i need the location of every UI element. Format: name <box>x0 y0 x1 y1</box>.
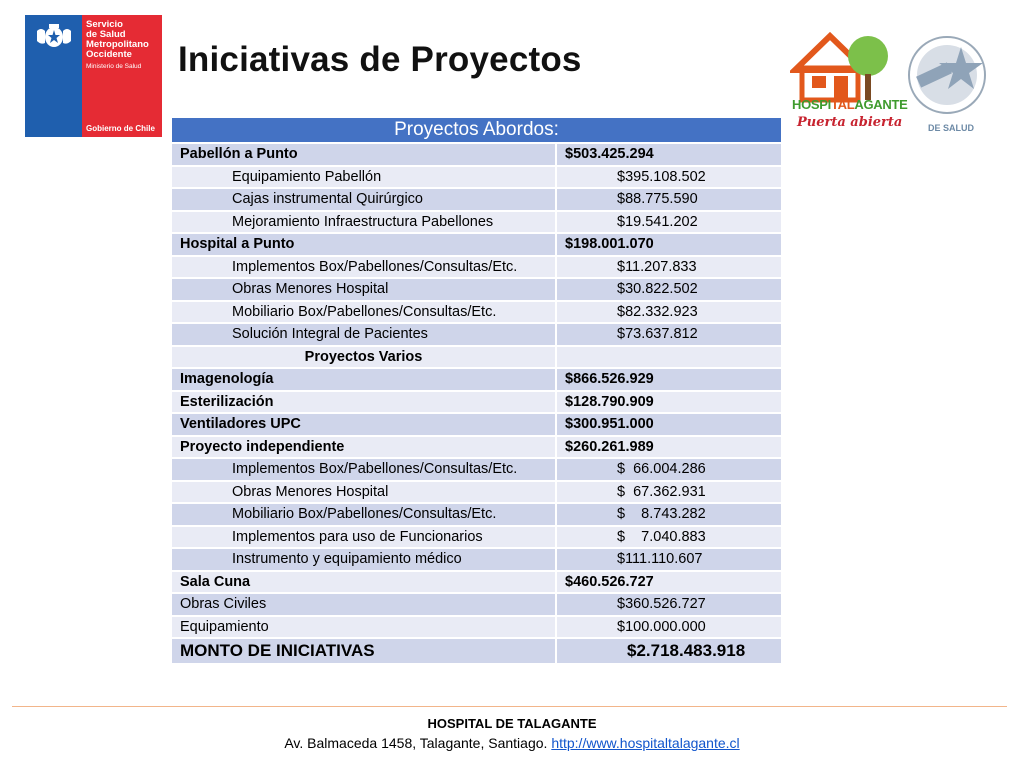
row-value: $128.790.909 <box>556 391 781 414</box>
hospital-logo-slogan: Puerta abierta <box>797 115 903 130</box>
logo-service-line2: de Salud <box>86 29 126 40</box>
logo-service-line3: Metropolitano <box>86 39 149 50</box>
row-label: Equipamiento <box>172 616 556 639</box>
table-row <box>172 346 781 369</box>
table-row <box>172 233 781 256</box>
logo-blue-panel <box>25 15 82 137</box>
table-row <box>172 211 781 234</box>
row-value: $866.526.929 <box>556 368 781 391</box>
table-row <box>172 436 781 459</box>
table-row <box>172 166 781 189</box>
row-value: $198.001.070 <box>556 233 781 256</box>
table-row <box>172 323 781 346</box>
logo-ministry: Ministerio de Salud <box>86 63 142 70</box>
row-value: $ 66.004.286 <box>556 458 781 481</box>
row-value: $30.822.502 <box>556 278 781 301</box>
total-row <box>172 638 781 664</box>
projects-table <box>172 118 781 665</box>
row-label: Proyectos Varios <box>172 346 556 369</box>
coat-of-arms-icon <box>33 21 75 51</box>
row-label: Implementos Box/Pabellones/Consultas/Etc. <box>172 256 556 279</box>
row-value: $19.541.202 <box>556 211 781 234</box>
table-row <box>172 413 781 436</box>
table-row <box>172 481 781 504</box>
logo-gobierno: Gobierno de Chile <box>86 124 155 133</box>
row-value: $82.332.923 <box>556 301 781 324</box>
row-value: $ 67.362.931 <box>556 481 781 504</box>
row-label: Sala Cuna <box>172 571 556 594</box>
row-value: $503.425.294 <box>556 143 781 166</box>
table-row <box>172 188 781 211</box>
table-header-row <box>172 118 781 143</box>
table-row <box>172 548 781 571</box>
table-row <box>172 278 781 301</box>
row-label: Mobiliario Box/Pabellones/Consultas/Etc. <box>172 301 556 324</box>
total-label: MONTO DE INICIATIVAS <box>172 638 556 664</box>
table-row <box>172 571 781 594</box>
row-value: $88.775.590 <box>556 188 781 211</box>
logo-service-line1: Servicio <box>86 19 123 30</box>
row-value <box>556 346 781 369</box>
row-label: Mobiliario Box/Pabellones/Consultas/Etc. <box>172 503 556 526</box>
hospital-logo-name: HOSPITALAGANTE <box>792 97 908 112</box>
logo-service-line4: Occidente <box>86 49 132 60</box>
row-value: $ 7.040.883 <box>556 526 781 549</box>
row-label: Solución Integral de Pacientes <box>172 323 556 346</box>
accreditation-seal-icon <box>903 33 995 135</box>
table-row <box>172 301 781 324</box>
government-logo <box>25 15 162 137</box>
row-label: Implementos Box/Pabellones/Consultas/Etc. <box>172 458 556 481</box>
row-label: Hospital a Punto <box>172 233 556 256</box>
total-value: $2.718.483.918 <box>556 638 781 664</box>
svg-text:DE SALUD: DE SALUD <box>927 123 975 133</box>
row-value: $111.110.607 <box>556 548 781 571</box>
table-row <box>172 391 781 414</box>
row-label: Pabellón a Punto <box>172 143 556 166</box>
table-row <box>172 503 781 526</box>
table-header: Proyectos Abordos: <box>172 118 781 143</box>
row-label: Mejoramiento Infraestructura Pabellones <box>172 211 556 234</box>
row-value: $73.637.812 <box>556 323 781 346</box>
row-label: Implementos para uso de Funcionarios <box>172 526 556 549</box>
table-row <box>172 593 781 616</box>
row-label: Esterilización <box>172 391 556 414</box>
table-row <box>172 526 781 549</box>
row-label: Ventiladores UPC <box>172 413 556 436</box>
footer-divider <box>12 706 1007 707</box>
row-label: Imagenología <box>172 368 556 391</box>
footer-address-text: Av. Balmaceda 1458, Talagante, Santiago. <box>284 735 552 751</box>
row-label: Obras Civiles <box>172 593 556 616</box>
row-value: $300.951.000 <box>556 413 781 436</box>
row-value: $395.108.502 <box>556 166 781 189</box>
row-label: Equipamiento Pabellón <box>172 166 556 189</box>
row-value: $11.207.833 <box>556 256 781 279</box>
row-value: $100.000.000 <box>556 616 781 639</box>
row-label: Cajas instrumental Quirúrgico <box>172 188 556 211</box>
row-value: $360.526.727 <box>556 593 781 616</box>
row-label: Obras Menores Hospital <box>172 481 556 504</box>
row-value: $260.261.989 <box>556 436 781 459</box>
row-label: Instrumento y equipamiento médico <box>172 548 556 571</box>
logo-red-panel <box>82 15 162 137</box>
row-label: Proyecto independiente <box>172 436 556 459</box>
table-row <box>172 143 781 166</box>
row-label: Obras Menores Hospital <box>172 278 556 301</box>
footer-address <box>0 735 1024 751</box>
footer-title: HOSPITAL DE TALAGANTE <box>427 716 597 731</box>
table-row <box>172 256 781 279</box>
row-value: $ 8.743.282 <box>556 503 781 526</box>
table-row <box>172 368 781 391</box>
row-value: $460.526.727 <box>556 571 781 594</box>
footer-website-link[interactable]: http://www.hospitaltalagante.cl <box>551 735 740 751</box>
table-row <box>172 458 781 481</box>
table-row <box>172 616 781 639</box>
page-title: Iniciativas de Proyectos <box>178 40 582 79</box>
